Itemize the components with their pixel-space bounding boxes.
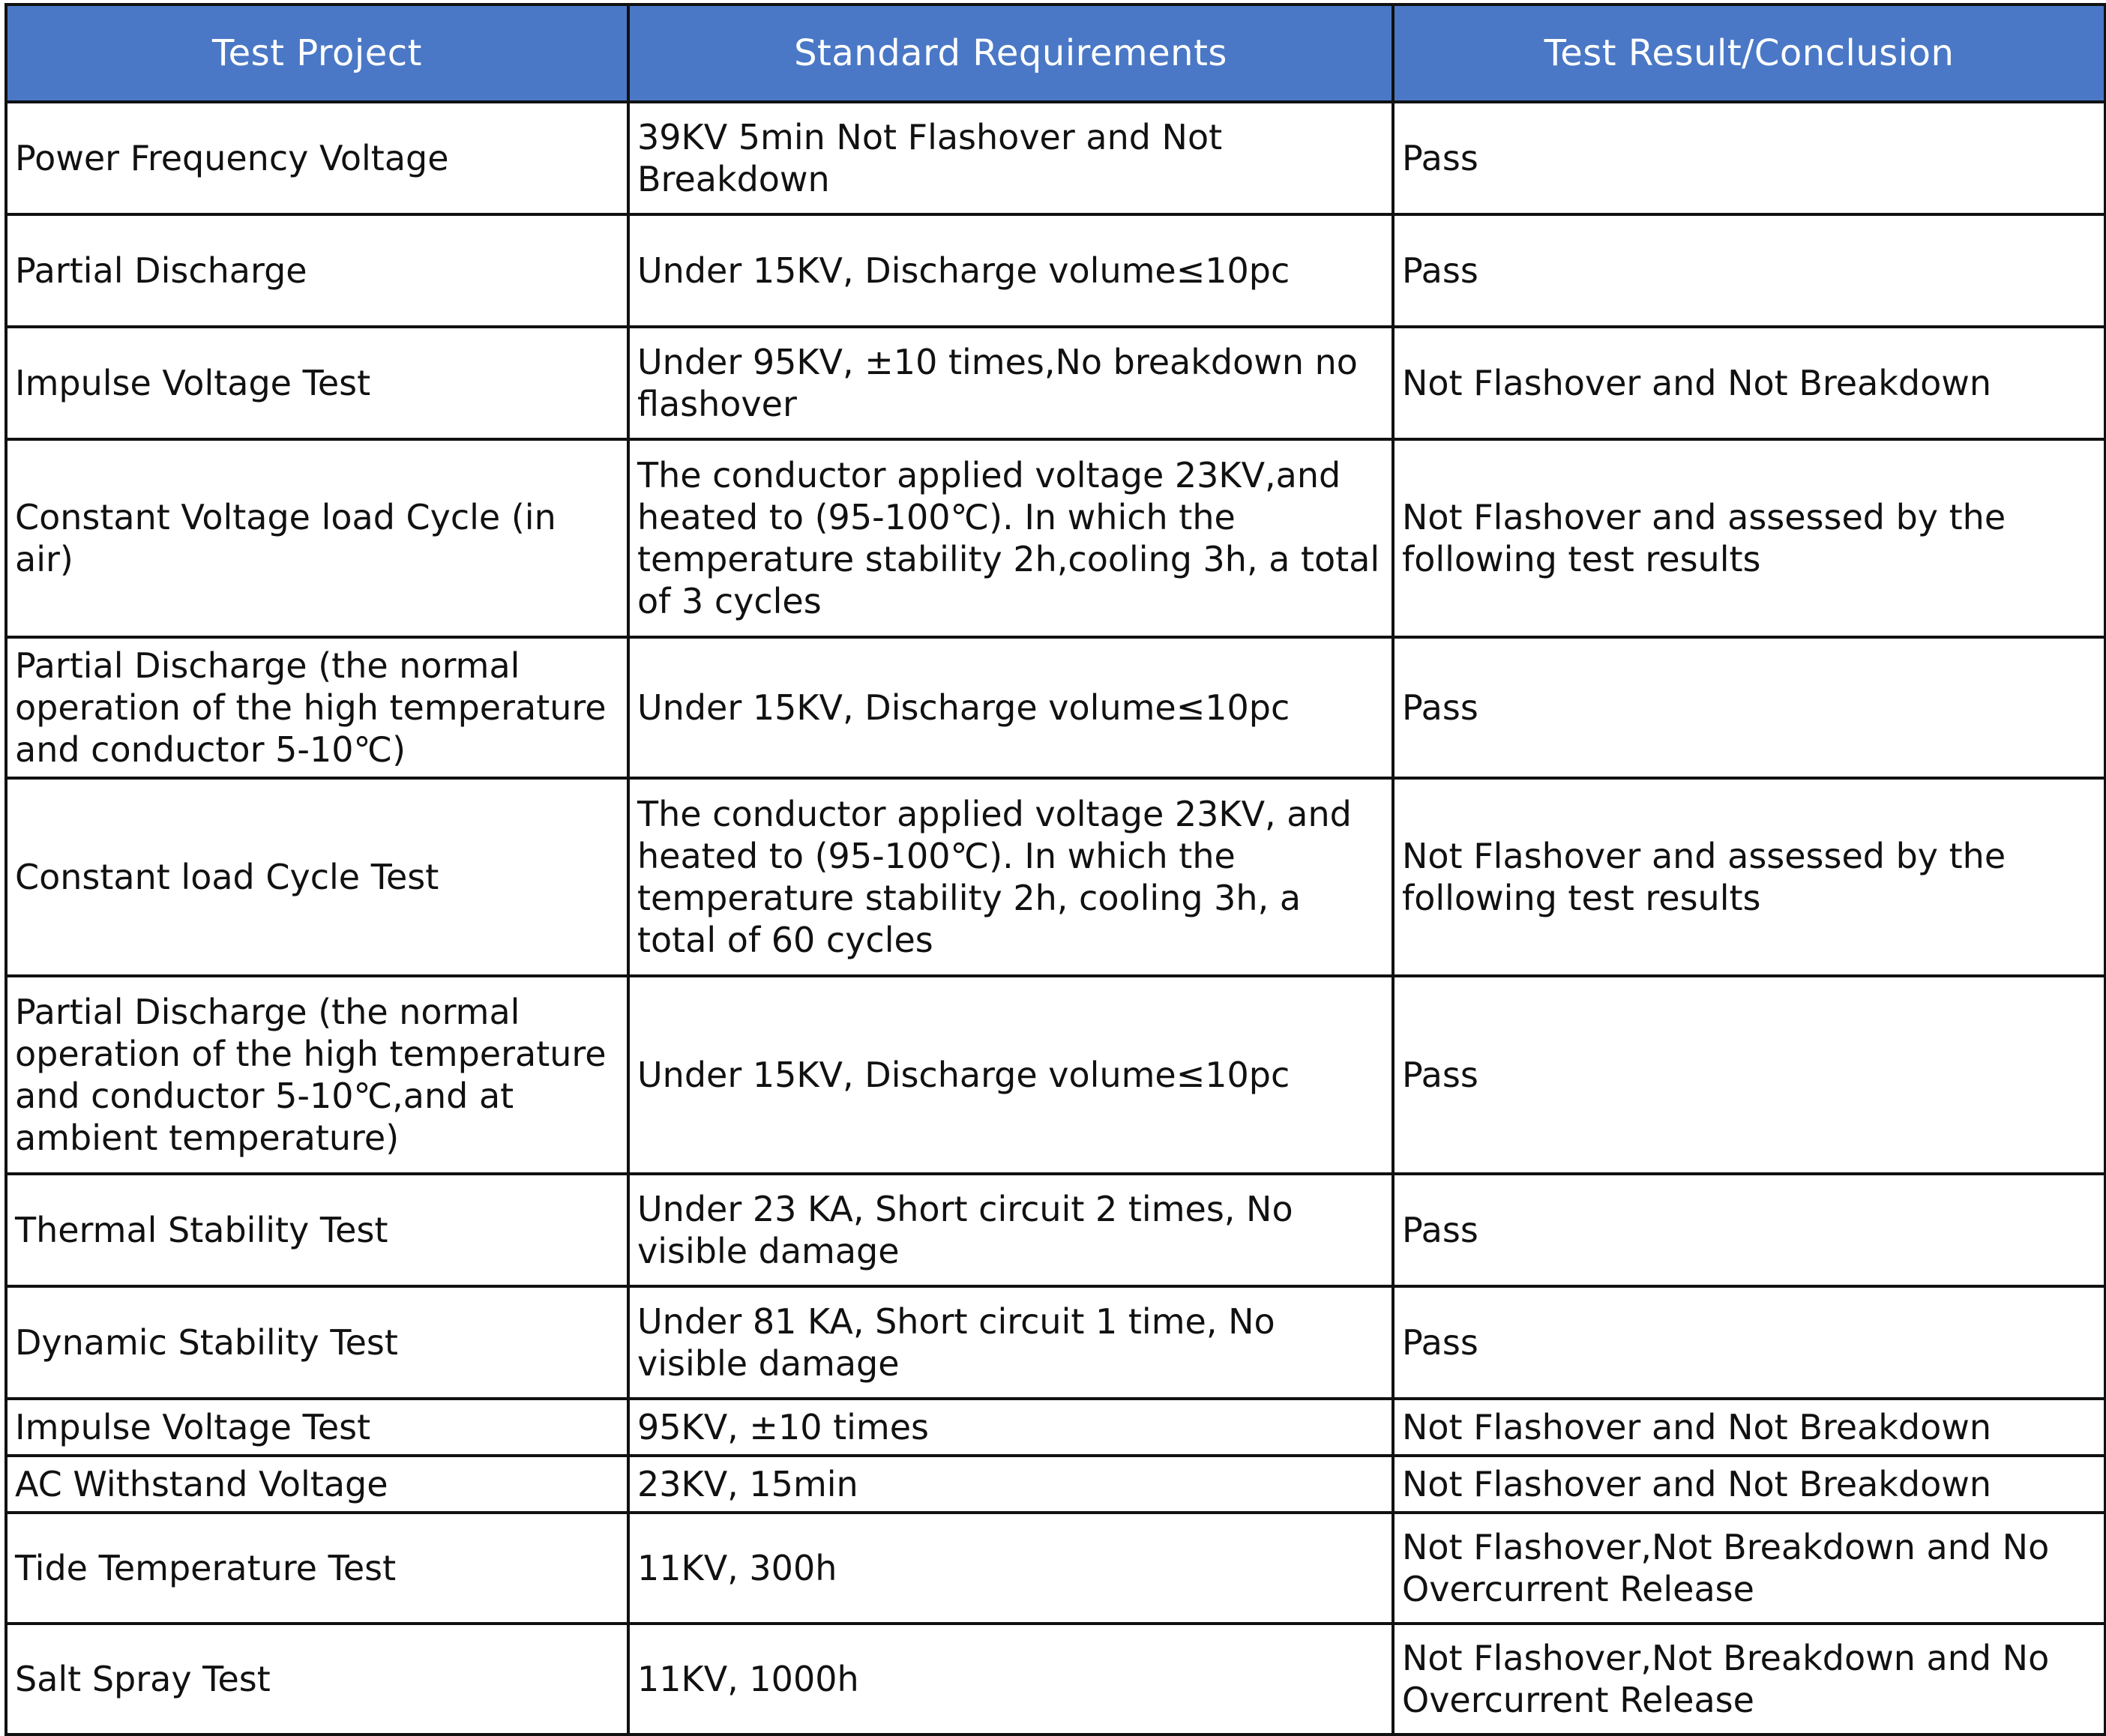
cell-test-project: AC Withstand Voltage <box>6 1456 628 1513</box>
cell-test-project: Tide Temperature Test <box>6 1513 628 1624</box>
cell-result: Pass <box>1393 637 2105 778</box>
cell-result: Pass <box>1393 1174 2105 1286</box>
cell-test-project: Salt Spray Test <box>6 1624 628 1735</box>
cell-result: Not Flashover and assessed by the following test results <box>1393 439 2105 637</box>
cell-test-project: Dynamic Stability Test <box>6 1286 628 1399</box>
cell-result: Pass <box>1393 1286 2105 1399</box>
cell-result: Pass <box>1393 102 2105 214</box>
cell-requirement: 95KV, ±10 times <box>628 1399 1393 1456</box>
cell-test-project: Power Frequency Voltage <box>6 102 628 214</box>
cell-result: Not Flashover and Not Breakdown <box>1393 327 2105 439</box>
cell-requirement: The conductor applied voltage 23KV,and heated to (95-100℃). In which the temperature stability 2h,cooling 3h, a total of 3 cycles <box>628 439 1393 637</box>
cell-requirement: Under 23 KA, Short circuit 2 times, No visible damage <box>628 1174 1393 1286</box>
table-row <box>6 439 2105 637</box>
table-row <box>6 976 2105 1174</box>
cell-test-project: Partial Discharge <box>6 214 628 327</box>
cell-result: Not Flashover and assessed by the following test results <box>1393 778 2105 976</box>
table-row <box>6 214 2105 327</box>
table-row <box>6 1174 2105 1286</box>
cell-test-project: Thermal Stability Test <box>6 1174 628 1286</box>
cell-requirement: 11KV, 300h <box>628 1513 1393 1624</box>
table-row <box>6 778 2105 976</box>
cell-test-project: Partial Discharge (the normal operation of the high temperature and conductor 5-10℃,and at ambient temperature) <box>6 976 628 1174</box>
cell-requirement: Under 15KV, Discharge volume≤10pc <box>628 214 1393 327</box>
cell-result: Not Flashover and Not Breakdown <box>1393 1399 2105 1456</box>
cell-requirement: 23KV, 15min <box>628 1456 1393 1513</box>
cell-requirement: Under 15KV, Discharge volume≤10pc <box>628 637 1393 778</box>
cell-test-project: Constant load Cycle Test <box>6 778 628 976</box>
cell-result: Not Flashover,Not Breakdown and No Overcurrent Release <box>1393 1513 2105 1624</box>
header-test-project: Test Project <box>6 4 628 102</box>
cell-result: Not Flashover,Not Breakdown and No Overcurrent Release <box>1393 1624 2105 1735</box>
table-row <box>6 1456 2105 1513</box>
table-row <box>6 102 2105 214</box>
header-standard-requirements: Standard Requirements <box>628 4 1393 102</box>
table-row <box>6 1399 2105 1456</box>
cell-requirement: 11KV, 1000h <box>628 1624 1393 1735</box>
cell-test-project: Impulse Voltage Test <box>6 327 628 439</box>
cell-requirement: Under 95KV, ±10 times,No breakdown no flashover <box>628 327 1393 439</box>
cell-test-project: Partial Discharge (the normal operation of the high temperature and conductor 5-10℃) <box>6 637 628 778</box>
table-row <box>6 1286 2105 1399</box>
cell-result: Pass <box>1393 214 2105 327</box>
cell-requirement: Under 15KV, Discharge volume≤10pc <box>628 976 1393 1174</box>
table-row <box>6 1624 2105 1735</box>
table-row <box>6 1513 2105 1624</box>
header-test-result: Test Result/Conclusion <box>1393 4 2105 102</box>
cell-requirement: The conductor applied voltage 23KV, and heated to (95-100℃). In which the temperature stability 2h, cooling 3h, a total of 60 cycles <box>628 778 1393 976</box>
test-results-table <box>4 3 2106 1736</box>
cell-requirement: Under 81 KA, Short circuit 1 time, No visible damage <box>628 1286 1393 1399</box>
table-header-row <box>6 4 2105 102</box>
cell-result: Not Flashover and Not Breakdown <box>1393 1456 2105 1513</box>
table-row <box>6 327 2105 439</box>
cell-test-project: Impulse Voltage Test <box>6 1399 628 1456</box>
cell-test-project: Constant Voltage load Cycle (in air) <box>6 439 628 637</box>
cell-result: Pass <box>1393 976 2105 1174</box>
cell-requirement: 39KV 5min Not Flashover and Not Breakdown <box>628 102 1393 214</box>
test-results-table-container <box>4 3 2104 1736</box>
table-row <box>6 637 2105 778</box>
